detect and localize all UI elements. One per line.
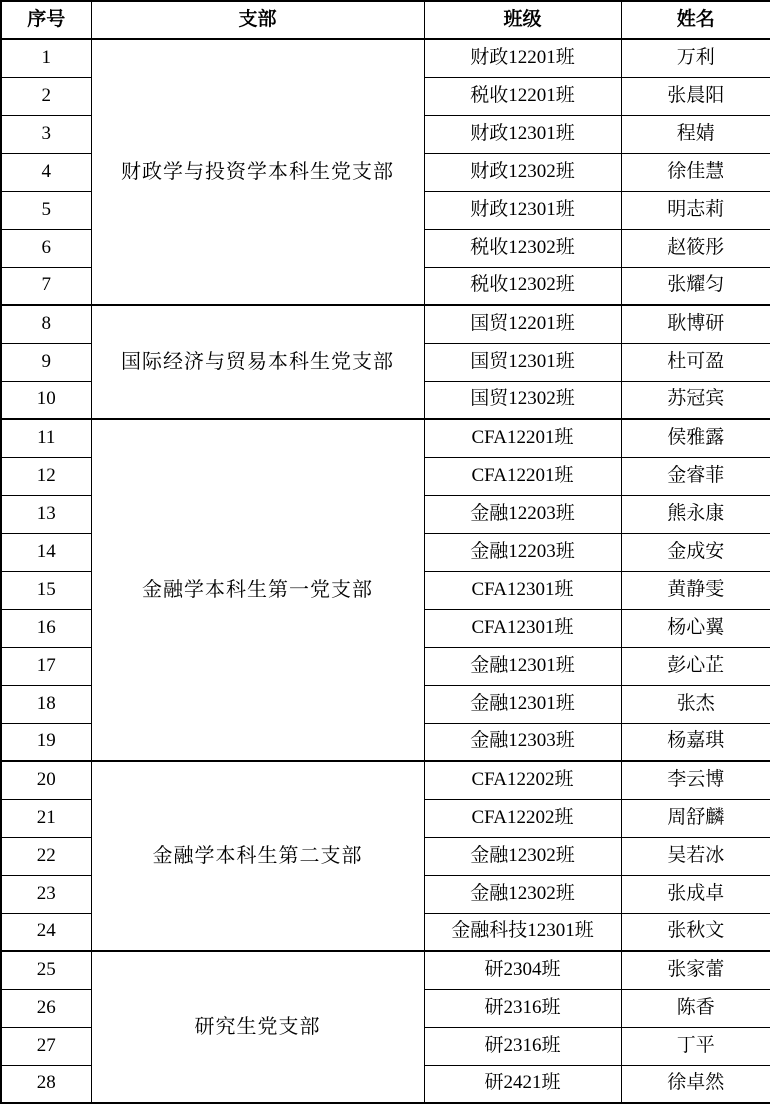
name-cell: 苏冠宾 bbox=[621, 381, 770, 419]
row-number-cell: 13 bbox=[1, 495, 91, 533]
row-number-cell: 1 bbox=[1, 39, 91, 77]
name-cell: 赵筱彤 bbox=[621, 229, 770, 267]
class-cell: 财政12302班 bbox=[424, 153, 621, 191]
class-cell: CFA12201班 bbox=[424, 457, 621, 495]
name-cell: 张成卓 bbox=[621, 875, 770, 913]
class-cell: 研2316班 bbox=[424, 1027, 621, 1065]
class-cell: 国贸12301班 bbox=[424, 343, 621, 381]
name-cell: 张家蕾 bbox=[621, 951, 770, 989]
row-number-cell: 23 bbox=[1, 875, 91, 913]
class-cell: 金融科技12301班 bbox=[424, 913, 621, 951]
name-cell: 杨心翼 bbox=[621, 609, 770, 647]
name-cell: 侯雅露 bbox=[621, 419, 770, 457]
header-name: 姓名 bbox=[621, 1, 770, 39]
row-number-cell: 2 bbox=[1, 77, 91, 115]
row-number-cell: 5 bbox=[1, 191, 91, 229]
class-cell: CFA12301班 bbox=[424, 571, 621, 609]
row-number-cell: 24 bbox=[1, 913, 91, 951]
table-row bbox=[1, 39, 770, 77]
row-number-cell: 10 bbox=[1, 381, 91, 419]
row-number-cell: 3 bbox=[1, 115, 91, 153]
header-class: 班级 bbox=[424, 1, 621, 39]
row-number-cell: 8 bbox=[1, 305, 91, 343]
header-row bbox=[1, 1, 770, 39]
name-cell: 金睿菲 bbox=[621, 457, 770, 495]
row-number-cell: 15 bbox=[1, 571, 91, 609]
row-number-cell: 27 bbox=[1, 1027, 91, 1065]
class-cell: 财政12301班 bbox=[424, 115, 621, 153]
row-number-cell: 19 bbox=[1, 723, 91, 761]
row-number-cell: 14 bbox=[1, 533, 91, 571]
name-cell: 张杰 bbox=[621, 685, 770, 723]
header-branch: 支部 bbox=[91, 1, 424, 39]
row-number-cell: 28 bbox=[1, 1065, 91, 1103]
name-cell: 吴若冰 bbox=[621, 837, 770, 875]
class-cell: 金融12203班 bbox=[424, 533, 621, 571]
name-cell: 丁平 bbox=[621, 1027, 770, 1065]
class-cell: 金融12203班 bbox=[424, 495, 621, 533]
row-number-cell: 11 bbox=[1, 419, 91, 457]
name-cell: 周舒麟 bbox=[621, 799, 770, 837]
class-cell: 税收12201班 bbox=[424, 77, 621, 115]
row-number-cell: 26 bbox=[1, 989, 91, 1027]
class-cell: CFA12201班 bbox=[424, 419, 621, 457]
class-cell: 金融12301班 bbox=[424, 685, 621, 723]
row-number-cell: 9 bbox=[1, 343, 91, 381]
branch-cell: 金融学本科生第一党支部 bbox=[91, 419, 424, 761]
name-cell: 彭心芷 bbox=[621, 647, 770, 685]
class-cell: 财政12301班 bbox=[424, 191, 621, 229]
name-cell: 耿博研 bbox=[621, 305, 770, 343]
class-cell: 税收12302班 bbox=[424, 229, 621, 267]
class-cell: 金融12302班 bbox=[424, 875, 621, 913]
name-cell: 黄静雯 bbox=[621, 571, 770, 609]
row-number-cell: 7 bbox=[1, 267, 91, 305]
name-cell: 熊永康 bbox=[621, 495, 770, 533]
class-cell: 财政12201班 bbox=[424, 39, 621, 77]
name-cell: 杨嘉琪 bbox=[621, 723, 770, 761]
table-body bbox=[1, 39, 770, 1103]
row-number-cell: 17 bbox=[1, 647, 91, 685]
name-cell: 陈香 bbox=[621, 989, 770, 1027]
class-cell: CFA12202班 bbox=[424, 799, 621, 837]
branch-cell: 研究生党支部 bbox=[91, 951, 424, 1103]
class-cell: CFA12202班 bbox=[424, 761, 621, 799]
row-number-cell: 25 bbox=[1, 951, 91, 989]
name-cell: 张耀匀 bbox=[621, 267, 770, 305]
name-cell: 李云博 bbox=[621, 761, 770, 799]
name-cell: 杜可盈 bbox=[621, 343, 770, 381]
table-row bbox=[1, 761, 770, 799]
class-cell: 研2304班 bbox=[424, 951, 621, 989]
row-number-cell: 4 bbox=[1, 153, 91, 191]
row-number-cell: 12 bbox=[1, 457, 91, 495]
class-cell: 研2316班 bbox=[424, 989, 621, 1027]
row-number-cell: 21 bbox=[1, 799, 91, 837]
class-cell: 金融12302班 bbox=[424, 837, 621, 875]
name-cell: 明志莉 bbox=[621, 191, 770, 229]
table-row bbox=[1, 951, 770, 989]
table-row bbox=[1, 305, 770, 343]
row-number-cell: 22 bbox=[1, 837, 91, 875]
name-cell: 张晨阳 bbox=[621, 77, 770, 115]
name-cell: 徐卓然 bbox=[621, 1065, 770, 1103]
class-cell: 金融12303班 bbox=[424, 723, 621, 761]
branch-cell: 财政学与投资学本科生党支部 bbox=[91, 39, 424, 305]
header-serial-number: 序号 bbox=[1, 1, 91, 39]
name-cell: 张秋文 bbox=[621, 913, 770, 951]
name-cell: 徐佳慧 bbox=[621, 153, 770, 191]
row-number-cell: 6 bbox=[1, 229, 91, 267]
name-cell: 金成安 bbox=[621, 533, 770, 571]
class-cell: 国贸12302班 bbox=[424, 381, 621, 419]
name-cell: 程婧 bbox=[621, 115, 770, 153]
branch-cell: 金融学本科生第二支部 bbox=[91, 761, 424, 951]
table-header bbox=[1, 1, 770, 39]
branch-cell: 国际经济与贸易本科生党支部 bbox=[91, 305, 424, 419]
class-cell: 税收12302班 bbox=[424, 267, 621, 305]
row-number-cell: 20 bbox=[1, 761, 91, 799]
row-number-cell: 18 bbox=[1, 685, 91, 723]
class-cell: 金融12301班 bbox=[424, 647, 621, 685]
row-number-cell: 16 bbox=[1, 609, 91, 647]
class-cell: 国贸12201班 bbox=[424, 305, 621, 343]
name-cell: 万利 bbox=[621, 39, 770, 77]
class-cell: 研2421班 bbox=[424, 1065, 621, 1103]
table-row bbox=[1, 419, 770, 457]
class-cell: CFA12301班 bbox=[424, 609, 621, 647]
